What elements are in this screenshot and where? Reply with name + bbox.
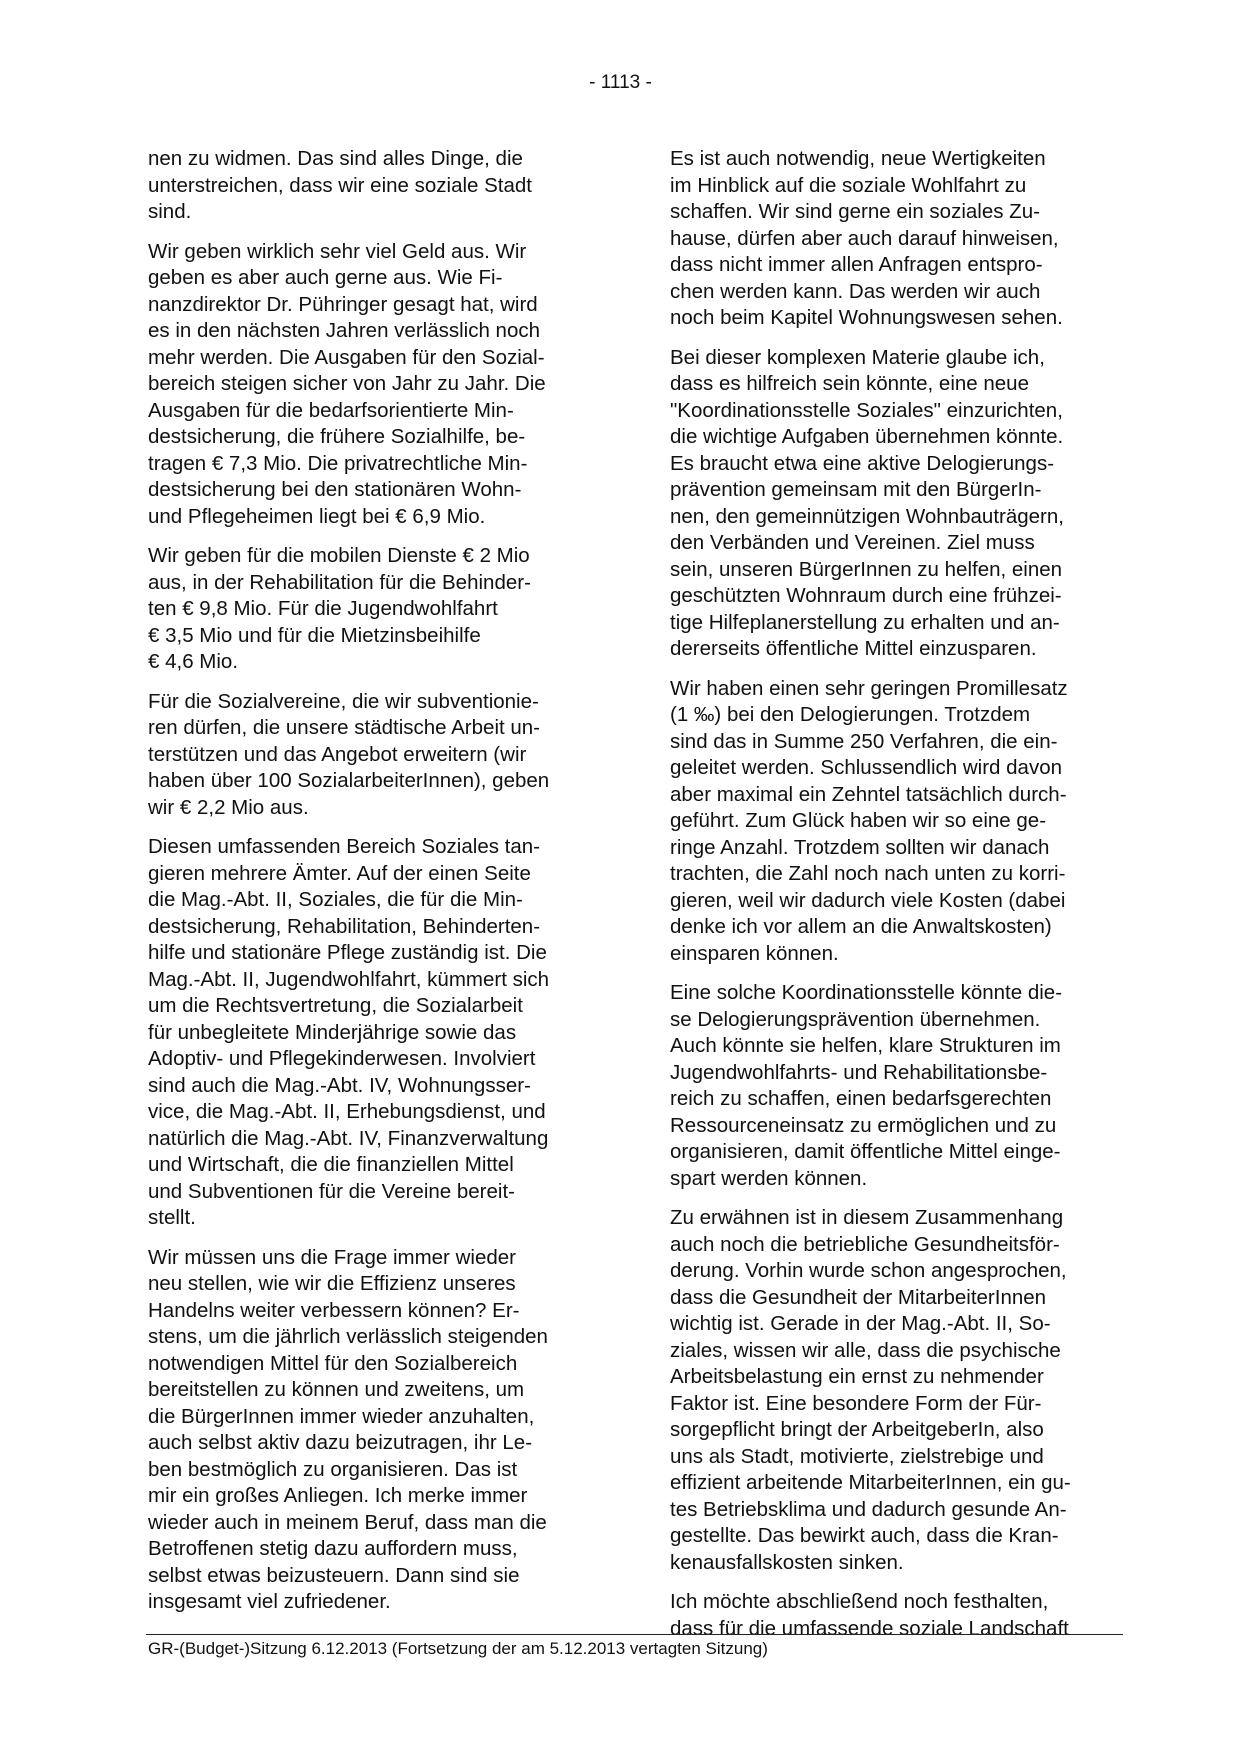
text-line: Handelns weiter verbessern können? Er- [148, 1298, 520, 1322]
text-line: Bei dieser komplexen Materie glaube ich, [670, 345, 1045, 369]
text-line: denke ich vor allem an die Anwaltskosten) [670, 915, 1052, 938]
text-line: Jugendwohlfahrts- und Rehabilitationsbe- [670, 1060, 1048, 1084]
text-line: dass die Gesundheit der MitarbeiterInnen [670, 1285, 1047, 1309]
text-line: schaffen. Wir sind gerne ein soziales Zu- [670, 200, 1040, 223]
text-line: terstützen und das Angebot erweitern (wir [148, 742, 527, 766]
text-line: Wir geben für die mobilen Dienste € 2 Mio [148, 544, 530, 567]
text-line: insgesamt viel zufriedener. [148, 1590, 391, 1613]
text-line: dass für die umfassende soziale Landschaft [670, 1616, 1069, 1640]
text-line: geleitet werden. Schlussendlich wird davon [670, 756, 1063, 779]
text-line: hause, dürfen aber auch darauf hinweisen, [670, 226, 1059, 250]
paragraph [148, 146, 600, 226]
text-line: auch noch die betriebliche Gesundheitsför- [670, 1232, 1060, 1256]
paragraph [148, 239, 600, 531]
text-line: die wichtige Aufgaben übernehmen könnte. [670, 425, 1064, 448]
text-line: organisieren, damit öffentliche Mittel einge- [670, 1140, 1061, 1163]
text-line: aber maximal ein Zehntel tatsächlich durch- [670, 782, 1067, 806]
text-line: tragen € 7,3 Mio. Die privatrechtliche Min- [148, 451, 528, 475]
text-line: geschützten Wohnraum durch eine frühzei- [670, 584, 1062, 607]
text-line: hilfe und stationäre Pflege zuständig ist. Die [148, 941, 547, 964]
text-line: dererseits öffentliche Mittel einzusparen. [670, 637, 1037, 660]
left-text-column [148, 146, 600, 1629]
paragraph [148, 543, 600, 676]
text-line: und Wirtschaft, die die finanziellen Mittel [148, 1153, 514, 1176]
paragraph [148, 834, 600, 1232]
text-line: nanzdirektor Dr. Pühringer gesagt hat, wird [148, 292, 538, 316]
text-line: Ressourceneinsatz zu ermöglichen und zu [670, 1113, 1057, 1137]
paragraph [670, 676, 1122, 968]
text-line: und Pflegeheimen liegt bei € 6,9 Mio. [148, 504, 486, 528]
text-line: gestellte. Das bewirkt auch, dass die Kran- [670, 1524, 1059, 1547]
text-line: Es ist auch notwendig, neue Wertigkeiten [670, 147, 1046, 170]
text-line: destsicherung, die frühere Sozialhilfe, be- [148, 425, 526, 448]
footer-session-info: GR-(Budget-)Sitzung 6.12.2013 (Fortsetzung der am 5.12.2013 vertagten Sitzung) [148, 1639, 768, 1658]
text-line: Wir haben einen sehr geringen Promillesatz [670, 676, 1068, 700]
text-line: aus, in der Rehabilitation für die Behinder- [148, 570, 531, 594]
text-line: und Subventionen für die Vereine bereit- [148, 1179, 515, 1203]
text-line: se Delogierungsprävention übernehmen. [670, 1007, 1041, 1031]
text-line: neu stellen, wie wir die Effizienz unseres [148, 1272, 516, 1295]
paragraph [148, 1245, 600, 1616]
paragraph [670, 980, 1122, 1192]
text-line: stens, um die jährlich verlässlich steigenden [148, 1325, 548, 1348]
text-line: die BürgerInnen immer wieder anzuhalten, [148, 1404, 535, 1428]
text-line: Arbeitsbelastung ein ernst zu nehmender [670, 1365, 1044, 1388]
text-line: destsicherung, Rehabilitation, Behinderten- [148, 914, 541, 938]
text-line: Adoptiv- und Pflegekinderwesen. Involviert [148, 1047, 536, 1070]
paragraph [670, 146, 1122, 332]
text-line: den Verbänden und Vereinen. Ziel muss [670, 531, 1035, 554]
text-line: sind auch die Mag.-Abt. IV, Wohnungsser- [148, 1073, 531, 1097]
text-line: selbst etwas beizusteuern. Dann sind sie [148, 1563, 520, 1587]
text-line: ren dürfen, die unsere städtische Arbeit un- [148, 716, 541, 739]
text-line: reich zu schaffen, einen bedarfsgerechten [670, 1087, 1052, 1110]
text-line: kenausfallskosten sinken. [670, 1550, 904, 1574]
text-line: Diesen umfassenden Bereich Soziales tan- [148, 835, 540, 858]
text-line: Zu erwähnen ist in diesem Zusammenhang [670, 1206, 1064, 1229]
text-line: dass es hilfreich sein könnte, eine neue [670, 372, 1029, 395]
text-line: prävention gemeinsam mit den BürgerIn- [670, 478, 1042, 501]
text-line: uns als Stadt, motivierte, zielstrebige und [670, 1444, 1044, 1468]
text-line: einsparen können. [670, 941, 839, 965]
text-line: die Mag.-Abt. II, Soziales, die für die Min- [148, 888, 523, 911]
text-line: chen werden kann. Das werden wir auch [670, 279, 1041, 303]
text-line: tige Hilfeplanerstellung zu erhalten und an- [670, 610, 1060, 634]
text-line: destsicherung bei den stationären Wohn- [148, 478, 522, 501]
text-line: Faktor ist. Eine besondere Form der Für- [670, 1391, 1042, 1415]
text-line: unterstreichen, dass wir eine soziale Stadt [148, 173, 533, 197]
text-line: Wir geben wirklich sehr viel Geld aus. Wir [148, 239, 527, 263]
text-line: ringe Anzahl. Trotzdem sollten wir danach [670, 835, 1050, 859]
text-line: mir ein großes Anliegen. Ich merke immer [148, 1484, 528, 1507]
text-line: sind das in Summe 250 Verfahren, die ein- [670, 729, 1058, 753]
text-line: es in den nächsten Jahren verlässlich noch [148, 319, 541, 342]
text-line: sind. [148, 200, 192, 223]
text-line: Mag.-Abt. II, Jugendwohlfahrt, kümmert sich [148, 967, 550, 991]
text-line: Wir müssen uns die Frage immer wieder [148, 1245, 516, 1269]
text-line: spart werden können. [670, 1166, 868, 1190]
text-line: sorgepflicht bringt der ArbeitgeberIn, also [670, 1418, 1044, 1441]
text-line: gieren, weil wir dadurch viele Kosten (dabei [670, 888, 1066, 912]
paragraph [670, 1205, 1122, 1576]
text-line: € 4,6 Mio. [148, 650, 239, 673]
right-text-column [670, 146, 1122, 1655]
text-line: Eine solche Koordinationsstelle könnte die- [670, 981, 1063, 1004]
text-line: dass nicht immer allen Anfragen entspro- [670, 253, 1043, 276]
text-line: vice, die Mag.-Abt. II, Erhebungsdienst, und [148, 1100, 546, 1123]
text-line: haben über 100 SozialarbeiterInnen), geben [148, 769, 550, 792]
text-line: nen, den gemeinnützigen Wohnbauträgern, [670, 504, 1064, 528]
text-line: notwendigen Mittel für den Sozialbereich [148, 1351, 518, 1375]
text-line: geben es aber auch gerne aus. Wie Fi- [148, 266, 503, 289]
text-line: bereitstellen zu können und zweitens, um [148, 1378, 525, 1401]
text-line: wieder auch in meinem Beruf, dass man die [148, 1510, 547, 1534]
text-line: (1 ‰) bei den Delogierungen. Trotzdem [670, 703, 1031, 726]
text-line: noch beim Kapitel Wohnungswesen sehen. [670, 306, 1063, 329]
text-line: auch selbst aktiv dazu beizutragen, ihr Le- [148, 1431, 533, 1454]
text-line: sein, unseren BürgerInnen zu helfen, einen [670, 557, 1063, 581]
text-line: ten € 9,8 Mio. Für die Jugendwohlfahrt [148, 597, 498, 620]
text-line: natürlich die Mag.-Abt. IV, Finanzverwaltung [148, 1126, 549, 1150]
text-line: stellt. [148, 1206, 196, 1229]
text-line: Ausgaben für die bedarfsorientierte Min- [148, 398, 514, 422]
paragraph [670, 345, 1122, 663]
text-line: gieren mehrere Ämter. Auf der einen Seite [148, 861, 531, 885]
text-line: Betroffenen stetig dazu auffordern muss, [148, 1537, 518, 1560]
text-line: tes Betriebsklima und dadurch gesunde An- [670, 1497, 1067, 1521]
text-line: wichtig ist. Gerade in der Mag.-Abt. II, So- [670, 1312, 1051, 1335]
text-line: wir € 2,2 Mio aus. [148, 795, 309, 819]
text-line: Ich möchte abschließend noch festhalten, [670, 1590, 1049, 1613]
text-line: € 3,5 Mio und für die Mietzinsbeihilfe [148, 623, 481, 647]
text-line: ziales, wissen wir alle, dass die psychische [670, 1338, 1061, 1362]
text-line: bereich steigen sicher von Jahr zu Jahr. Die [148, 372, 546, 395]
text-line: im Hinblick auf die soziale Wohlfahrt zu [670, 173, 1027, 197]
text-line: geführt. Zum Glück haben wir so eine ge- [670, 809, 1047, 832]
paragraph [148, 689, 600, 822]
footer-divider [146, 1634, 1123, 1635]
text-line: Auch könnte sie helfen, klare Strukturen im [670, 1034, 1061, 1057]
text-line: nen zu widmen. Das sind alles Dinge, die [148, 147, 523, 170]
text-line: trachten, die Zahl noch nach unten zu korri- [670, 862, 1066, 885]
page-number: - 1113 - [589, 72, 652, 93]
text-line: effizient arbeitende MitarbeiterInnen, ein gu- [670, 1471, 1071, 1494]
text-line: mehr werden. Die Ausgaben für den Sozial- [148, 345, 545, 369]
text-line: für unbegleitete Minderjährige sowie das [148, 1020, 517, 1044]
text-line: Es braucht etwa eine aktive Delogierungs- [670, 451, 1055, 475]
text-line: ben bestmöglich zu organisieren. Das ist [148, 1457, 518, 1481]
text-line: um die Rechtsvertretung, die Sozialarbeit [148, 994, 523, 1017]
text-line: Für die Sozialvereine, die wir subventionie- [148, 689, 539, 713]
text-line: derung. Vorhin wurde schon angesprochen, [670, 1259, 1067, 1282]
text-line: "Koordinationsstelle Soziales" einzurichten, [670, 398, 1063, 422]
